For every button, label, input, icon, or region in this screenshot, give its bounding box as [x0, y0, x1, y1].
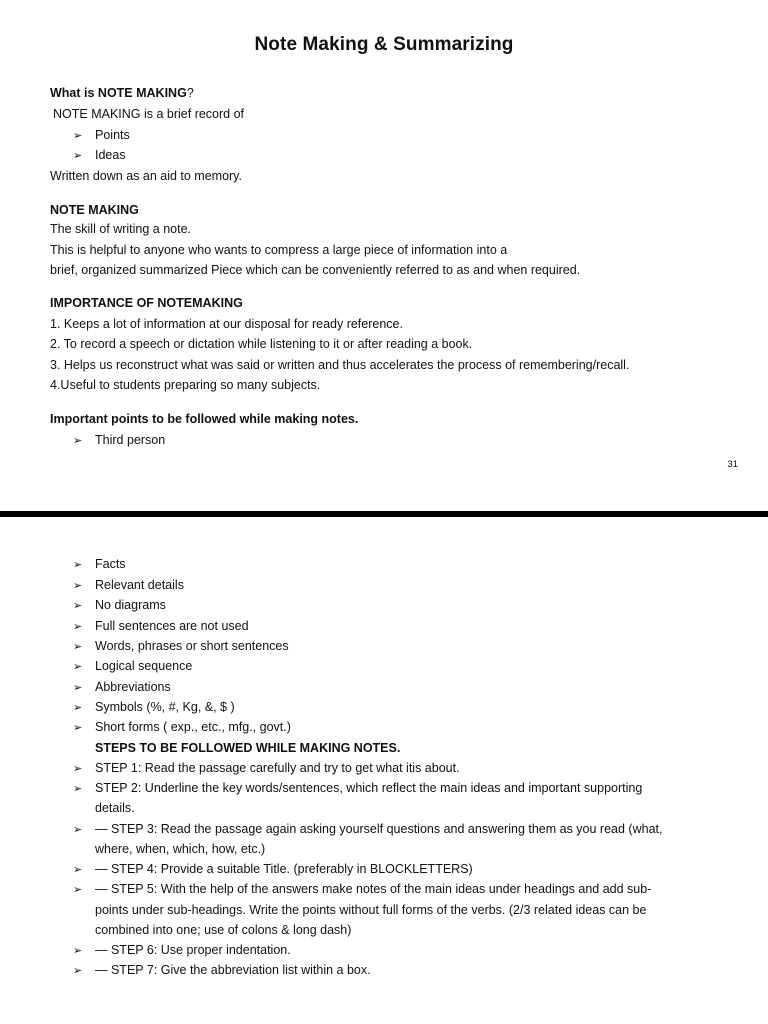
bullet-item: ➢ Symbols (%, #, Kg, &, $ ): [73, 700, 235, 714]
note-making-heading: NOTE MAKING: [50, 203, 139, 217]
what-heading-bold: What is NOTE MAKING: [50, 86, 187, 100]
arrow-bullet-icon: ➢: [73, 702, 83, 714]
step-continuation: combined into one; use of colons & long dash): [95, 923, 352, 937]
bullet-item: ➢ Abbreviations: [73, 680, 171, 694]
bullet-item: ➢ Points: [73, 128, 130, 142]
step-item: ➢ — STEP 4: Provide a suitable Title. (preferably in BLOCKLETTERS): [73, 862, 473, 876]
bullet-item: ➢ Logical sequence: [73, 659, 193, 673]
bullet-item: ➢ Ideas: [73, 148, 126, 162]
arrow-bullet-icon: ➢: [73, 641, 83, 653]
bullet-item: ➢ Relevant details: [73, 578, 184, 592]
what-heading: [50, 85, 194, 101]
bullet-item: ➢ Full sentences are not used: [73, 619, 249, 633]
steps-heading: STEPS TO BE FOLLOWED WHILE MAKING NOTES.: [95, 741, 401, 755]
bullet-item: ➢ Short forms ( exp., etc., mfg., govt.): [73, 720, 291, 734]
step-item: ➢ — STEP 5: With the help of the answers make notes of the main ideas under headings and add sub-: [73, 882, 652, 896]
importance-line: 4.Useful to students preparing so many subjects.: [50, 378, 321, 392]
bullet-item: ➢ Facts: [73, 557, 126, 571]
note-making-line: The skill of writing a note.: [50, 222, 192, 236]
importance-line: 2. To record a speech or dictation while listening to it or after reading a book.: [50, 337, 473, 351]
arrow-bullet-icon: ➢: [73, 783, 83, 795]
page-divider: [0, 511, 768, 517]
step-continuation: details.: [95, 801, 135, 815]
arrow-bullet-icon: ➢: [73, 965, 83, 977]
importance-line: 3. Helps us reconstruct what was said or written and thus accelerates the process of remembering/recall.: [50, 358, 630, 372]
arrow-bullet-icon: ➢: [73, 559, 83, 571]
step-continuation: points under sub-headings. Write the points without full forms of the verbs. (2/3 related ideas can be: [95, 903, 647, 917]
what-outro: Written down as an aid to memory.: [50, 169, 242, 183]
arrow-bullet-icon: ➢: [73, 150, 83, 162]
step-item: ➢ — STEP 6: Use proper indentation.: [73, 943, 291, 957]
arrow-bullet-icon: ➢: [73, 621, 83, 633]
what-heading-qmark: ?: [186, 86, 194, 100]
page-number: 31: [727, 459, 738, 470]
step-item: ➢ — STEP 7: Give the abbreviation list within a box.: [73, 963, 371, 977]
arrow-bullet-icon: ➢: [73, 661, 83, 673]
bullet-item: ➢ Words, phrases or short sentences: [73, 639, 289, 653]
bullet-item: ➢ No diagrams: [73, 598, 166, 612]
points-heading: Important points to be followed while making notes.: [50, 412, 359, 426]
arrow-bullet-icon: ➢: [73, 763, 83, 775]
importance-heading: IMPORTANCE OF NOTEMAKING: [50, 296, 243, 310]
step-item: ➢ STEP 1: Read the passage carefully and try to get what itis about.: [73, 761, 460, 775]
note-making-line: brief, organized summarized Piece which can be conveniently referred to as and when required.: [50, 263, 581, 277]
arrow-bullet-icon: ➢: [73, 824, 83, 836]
bullet-item: ➢ Third person: [73, 433, 166, 447]
arrow-bullet-icon: ➢: [73, 722, 83, 734]
step-item: ➢ STEP 2: Underline the key words/sentences, which reflect the main ideas and important supporting: [73, 781, 643, 795]
arrow-bullet-icon: ➢: [73, 945, 83, 957]
arrow-bullet-icon: ➢: [73, 130, 83, 142]
arrow-bullet-icon: ➢: [73, 435, 83, 447]
document-title: Note Making & Summarizing: [254, 34, 514, 55]
step-item: ➢ — STEP 3: Read the passage again asking yourself questions and answering them as you read (what,: [73, 822, 663, 836]
arrow-bullet-icon: ➢: [73, 580, 83, 592]
arrow-bullet-icon: ➢: [73, 682, 83, 694]
step-continuation: where, when, which, how, etc.): [95, 842, 266, 856]
arrow-bullet-icon: ➢: [73, 600, 83, 612]
importance-line: 1. Keeps a lot of information at our disposal for ready reference.: [50, 317, 403, 331]
what-intro: NOTE MAKING is a brief record of: [53, 107, 245, 121]
arrow-bullet-icon: ➢: [73, 864, 83, 876]
note-making-line: This is helpful to anyone who wants to compress a large piece of information into a: [50, 243, 508, 257]
page-32: [0, 519, 768, 1024]
arrow-bullet-icon: ➢: [73, 884, 83, 896]
